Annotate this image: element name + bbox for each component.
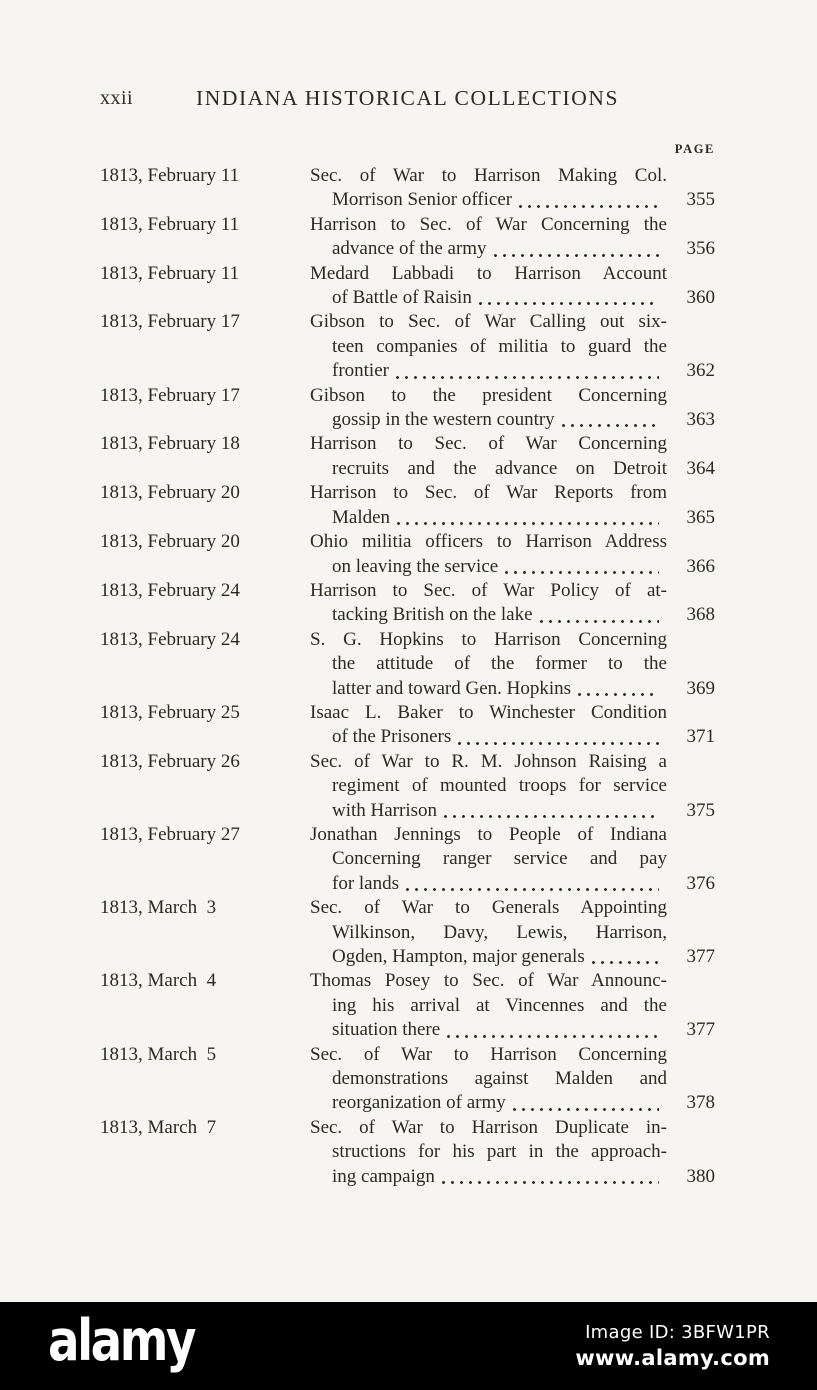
- entry-line: [310, 408, 715, 432]
- entry-line: [310, 530, 715, 554]
- alamy-logo: alamy: [48, 1307, 194, 1374]
- line-text: Wilkinson, Davy, Lewis, Harrison,: [332, 921, 667, 943]
- page-number: 363: [686, 409, 715, 431]
- line-text: S. G. Hopkins to Harrison Concerning: [310, 628, 667, 650]
- image-id-text: Image ID: 3BFW1PR: [585, 1322, 770, 1343]
- entry-line: [310, 969, 715, 993]
- dot-leader: [458, 742, 659, 745]
- line-text: Harrison to Sec. of War Concerning the: [310, 213, 667, 235]
- entry-lines: [310, 384, 715, 433]
- entry-line: [310, 457, 715, 481]
- page-number: 375: [686, 799, 715, 821]
- toc-entry: [100, 969, 715, 1042]
- entry-lines: [310, 579, 715, 628]
- toc-entry: [100, 432, 715, 481]
- dot-leader: [562, 424, 659, 427]
- line-text: Ogden, Hampton, major generals: [332, 946, 585, 967]
- entry-line: [310, 188, 715, 212]
- entry-lines: [310, 213, 715, 262]
- line-text: on leaving the service: [332, 555, 499, 577]
- line-text: regiment of mounted troops for service: [332, 775, 667, 797]
- line-text: reorganization of army: [332, 1092, 506, 1114]
- entry-line: [310, 994, 715, 1018]
- dot-leader: [396, 376, 659, 379]
- entry-date: 1813, February 17: [100, 311, 240, 333]
- entry-lines: [310, 1116, 715, 1189]
- line-text: Ohio militia officers to Harrison Address: [310, 531, 667, 553]
- entry-date: 1813, February 24: [100, 579, 240, 601]
- line-text: Sec. of War to R. M. Johnson Raising a: [310, 750, 667, 772]
- entry-date: 1813, March 4: [100, 970, 217, 992]
- entry-line: [310, 921, 715, 945]
- entry-line: [310, 1165, 715, 1189]
- line-text: with Harrison: [332, 799, 438, 821]
- entry-date: 1813, February 27: [100, 823, 240, 845]
- dot-leader: [513, 1108, 659, 1111]
- line-text: Jonathan Jennings to People of Indiana: [310, 823, 667, 845]
- entry-line: [310, 384, 715, 408]
- dot-leader: [592, 961, 659, 964]
- page-number: 362: [686, 360, 715, 382]
- entry-lines: [310, 310, 715, 383]
- line-text: Sec. of War to Harrison Duplicate in-: [310, 1116, 667, 1138]
- entry-date: 1813, February 20: [100, 482, 240, 504]
- line-text: Concerning ranger service and pay: [332, 848, 667, 870]
- entry-line: [310, 677, 715, 701]
- entry-date: 1813, March 7: [100, 1116, 217, 1138]
- page-number: 365: [686, 506, 715, 528]
- line-text: advance of the army: [332, 238, 487, 260]
- entry-date: 1813, February 11: [100, 213, 240, 235]
- entry-line: [310, 432, 715, 456]
- entry-lines: [310, 823, 715, 896]
- entry-line: [310, 1018, 715, 1042]
- line-text: for lands: [332, 872, 400, 894]
- line-text: Sec. of War to Harrison Making Col.: [310, 165, 667, 186]
- line-text: tacking British on the lake: [332, 604, 533, 626]
- toc-entry: [100, 823, 715, 896]
- entry-date: 1813, March 5: [100, 1043, 217, 1065]
- line-text: ing his arrival at Vincennes and the: [332, 994, 667, 1016]
- entry-line: [310, 652, 715, 676]
- page-number: 371: [686, 726, 715, 748]
- entry-line: [310, 603, 715, 627]
- page-number: 364: [686, 457, 715, 479]
- line-text: latter and toward Gen. Hopkins: [332, 677, 572, 699]
- entry-lines: [310, 530, 715, 579]
- toc-entry: [100, 213, 715, 262]
- entry-lines: [310, 164, 715, 213]
- page-number: 380: [686, 1165, 715, 1187]
- entry-line: [310, 579, 715, 603]
- entry-lines: [310, 969, 715, 1042]
- page-number: 377: [686, 1019, 715, 1041]
- entry-line: [310, 164, 715, 188]
- line-text: Harrison to Sec. of War Policy of at-: [310, 579, 667, 601]
- toc-entry: [100, 701, 715, 750]
- entry-line: [310, 335, 715, 359]
- dot-leader: [479, 302, 659, 305]
- dot-leader: [406, 888, 659, 891]
- line-text: Malden: [332, 506, 391, 528]
- toc-entry: [100, 481, 715, 530]
- page-number: 376: [686, 872, 715, 894]
- entry-line: [310, 286, 715, 310]
- toc-entry: [100, 896, 715, 969]
- watermark-bar: [0, 1302, 817, 1390]
- entry-line: [310, 1067, 715, 1091]
- entry-date: 1813, February 25: [100, 701, 240, 723]
- entry-line: [310, 359, 715, 383]
- toc-entry: [100, 750, 715, 823]
- entry-line: [310, 506, 715, 530]
- toc-entry: [100, 310, 715, 383]
- line-text: the attitude of the former to the: [332, 653, 667, 675]
- entry-line: [310, 1043, 715, 1067]
- page-number: 356: [686, 238, 715, 260]
- entry-lines: [310, 896, 715, 969]
- entry-line: [310, 823, 715, 847]
- line-text: frontier: [332, 360, 389, 382]
- entry-line: [310, 628, 715, 652]
- entry-lines: [310, 701, 715, 750]
- entry-line: [310, 555, 715, 579]
- toc-entry: [100, 579, 715, 628]
- entry-date: 1813, February 17: [100, 384, 240, 406]
- dot-leader: [540, 620, 659, 623]
- line-text: Thomas Posey to Sec. of War Announc-: [310, 970, 667, 992]
- page-column-label: PAGE: [674, 142, 715, 156]
- line-text: ing campaign: [332, 1165, 435, 1187]
- page-number: 366: [686, 555, 715, 577]
- line-text: of the Prisoners: [332, 726, 452, 748]
- dot-leader: [578, 693, 659, 696]
- page-number: 360: [686, 287, 715, 309]
- folio-number: xxii: [100, 87, 134, 109]
- page-number: 368: [686, 604, 715, 626]
- entry-line: [310, 750, 715, 774]
- toc-entry: [100, 530, 715, 579]
- page-number: 355: [686, 189, 715, 211]
- toc-entry: [100, 262, 715, 311]
- entry-lines: [310, 432, 715, 481]
- line-text: demonstrations against Malden and: [332, 1068, 667, 1090]
- entry-line: [310, 1091, 715, 1115]
- entry-date: 1813, February 11: [100, 262, 240, 284]
- page-number: 369: [686, 677, 715, 699]
- entry-date: 1813, February 24: [100, 628, 240, 650]
- line-text: teen companies of militia to guard the: [332, 335, 667, 357]
- entry-line: [310, 847, 715, 871]
- dot-leader: [494, 254, 659, 257]
- line-text: recruits and the advance on Detroit: [332, 457, 667, 479]
- entry-date: 1813, February 26: [100, 750, 240, 772]
- page-title: INDIANA HISTORICAL COLLECTIONS: [195, 86, 620, 110]
- line-text: structions for his part in the approach-: [332, 1141, 667, 1163]
- line-text: of Battle of Raisin: [332, 287, 472, 309]
- entry-date: 1813, February 20: [100, 531, 240, 553]
- page-number: 377: [686, 946, 715, 967]
- toc-entry: [100, 1043, 715, 1116]
- entry-line: [310, 725, 715, 749]
- line-text: Morrison Senior officer: [332, 189, 513, 211]
- entry-line: [310, 896, 715, 920]
- toc-entry: [100, 1116, 715, 1189]
- entry-lines: [310, 481, 715, 530]
- entry-line: [310, 1116, 715, 1140]
- line-text: Gibson to the president Concerning: [310, 384, 667, 406]
- entry-lines: [310, 750, 715, 823]
- entry-lines: [310, 262, 715, 311]
- toc-entry: [100, 384, 715, 433]
- line-text: gossip in the western country: [332, 409, 555, 431]
- toc-entry: [100, 164, 715, 213]
- entry-line: [310, 237, 715, 261]
- dot-leader: [447, 1035, 659, 1038]
- dot-leader: [397, 522, 659, 525]
- entry-line: [310, 945, 715, 969]
- entry-line: [310, 872, 715, 896]
- toc-entry: [100, 628, 715, 701]
- entry-line: [310, 310, 715, 334]
- entry-date: 1813, March 3: [100, 897, 217, 919]
- entry-line: [310, 701, 715, 725]
- line-text: Harrison to Sec. of War Reports from: [310, 482, 667, 504]
- entry-date: 1813, February 11: [100, 165, 240, 186]
- dot-leader: [444, 815, 659, 818]
- entry-line: [310, 213, 715, 237]
- line-text: Harrison to Sec. of War Concerning: [310, 433, 667, 455]
- watermark-info: [575, 1322, 770, 1370]
- running-head: [100, 84, 715, 112]
- dot-leader: [442, 1181, 659, 1184]
- entry-line: [310, 1140, 715, 1164]
- dot-leader: [505, 571, 659, 574]
- line-text: Sec. of War to Generals Appointing: [310, 897, 667, 919]
- page-number: 378: [686, 1092, 715, 1114]
- entry-line: [310, 262, 715, 286]
- entry-line: [310, 481, 715, 505]
- line-text: Isaac L. Baker to Winchester Condition: [310, 701, 667, 723]
- dot-leader: [519, 205, 659, 208]
- entry-date: 1813, February 18: [100, 433, 240, 455]
- alamy-url-text: www.alamy.com: [575, 1346, 770, 1370]
- line-text: situation there: [332, 1019, 441, 1041]
- entry-line: [310, 799, 715, 823]
- entry-lines: [310, 628, 715, 701]
- toc-entries: [100, 164, 715, 1189]
- line-text: Gibson to Sec. of War Calling out six-: [310, 311, 667, 333]
- entry-lines: [310, 1043, 715, 1116]
- line-text: Medard Labbadi to Harrison Account: [310, 262, 667, 284]
- line-text: Sec. of War to Harrison Concerning: [310, 1043, 667, 1065]
- entry-line: [310, 774, 715, 798]
